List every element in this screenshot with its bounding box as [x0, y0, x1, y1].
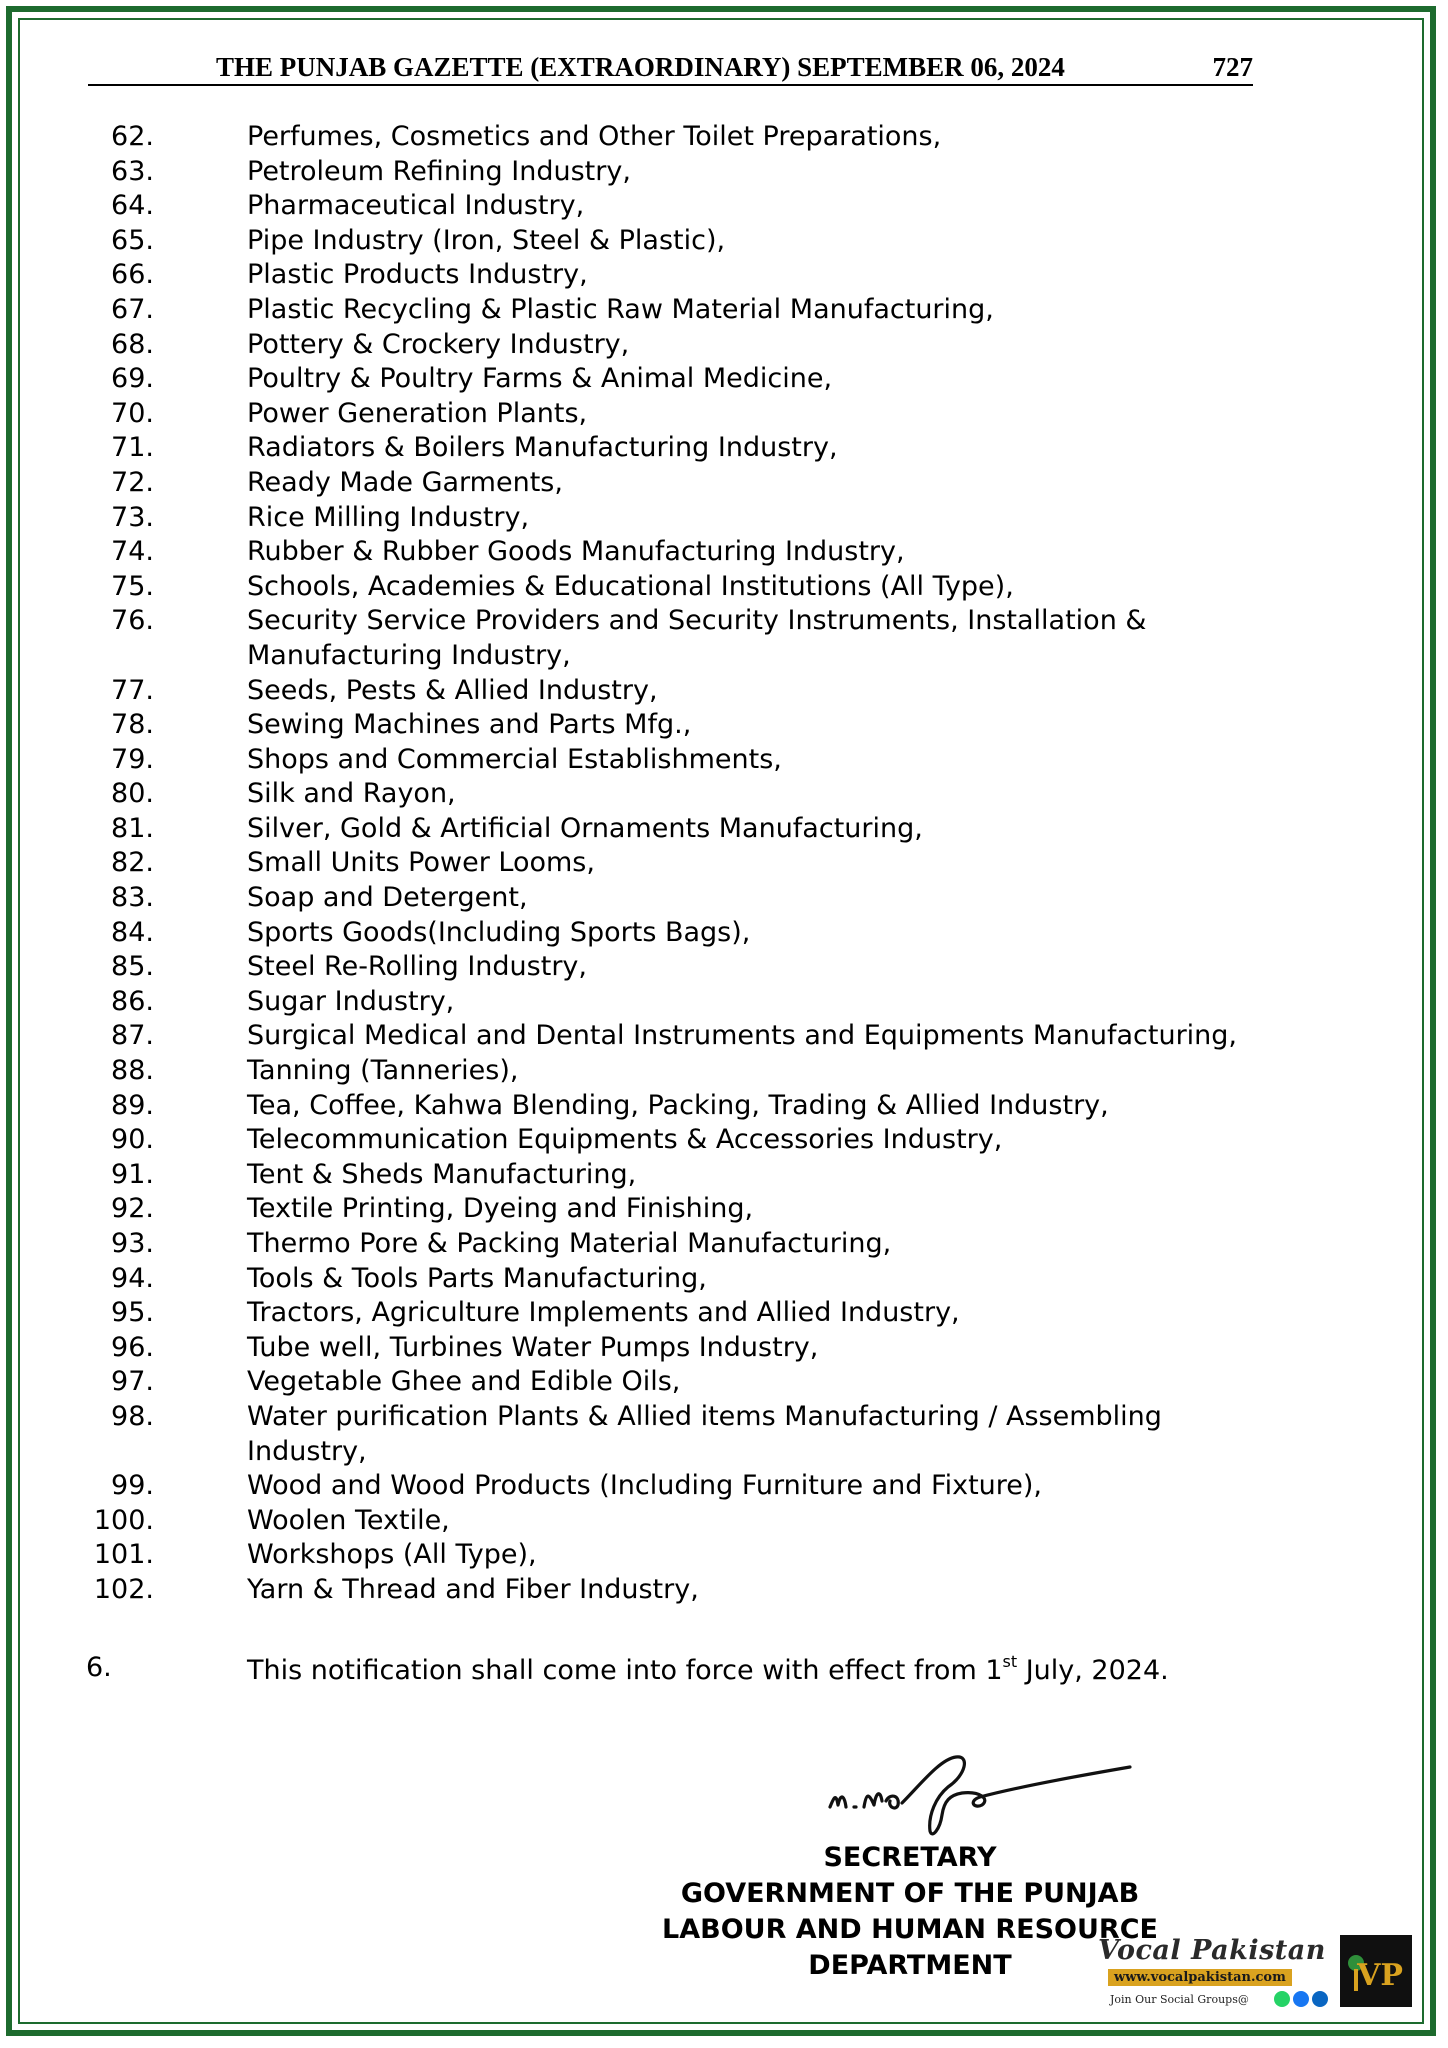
- list-item-text: Petroleum Refining Industry,: [247, 155, 631, 187]
- paragraph-text-main: This notification shall come into force with effect from 1: [247, 1655, 1003, 1686]
- paragraph-number: 6.: [86, 1652, 112, 1683]
- svg-text:VP: VP: [1357, 1958, 1403, 1993]
- list-item: [0, 1227, 1448, 1262]
- list-item-number: 86.: [111, 985, 154, 1017]
- list-item-text: Telecommunication Equipments & Accessories Industry,: [247, 1124, 1003, 1156]
- list-item-text: Yarn & Thread and Fiber Industry,: [247, 1573, 699, 1605]
- watermark-title: Vocal Pakistan: [1098, 1935, 1326, 1966]
- list-item-text: Seeds, Pests & Allied Industry,: [247, 674, 658, 706]
- handwritten-signature: [820, 1745, 1140, 1840]
- list-item: [0, 1019, 1448, 1054]
- list-item-number: 81.: [111, 812, 154, 844]
- vocal-pakistan-logo: [1340, 1935, 1412, 2007]
- list-item-number: 71.: [111, 432, 154, 464]
- list-item-number: 98.: [111, 1400, 154, 1432]
- list-item: [0, 743, 1448, 778]
- linkedin-icon: [1312, 1991, 1328, 2007]
- list-item-number: 85.: [111, 951, 154, 983]
- list-item-text: Poultry & Poultry Farms & Animal Medicine,: [247, 363, 833, 395]
- gazette-title: THE PUNJAB GAZETTE (EXTRAORDINARY) SEPTEMBER 06, 2024: [216, 52, 1065, 82]
- list-item-number: 72.: [111, 466, 154, 498]
- list-item-number: 89.: [111, 1089, 154, 1121]
- list-item-number: 91.: [111, 1158, 154, 1190]
- list-item-text: Security Service Providers and Security Instruments, Installation & Manufacturing Industry,: [247, 605, 1147, 671]
- list-item: [0, 258, 1448, 293]
- list-item: [0, 535, 1448, 570]
- list-item: [0, 1469, 1448, 1504]
- list-item-text: Sports Goods(Including Sports Bags),: [247, 916, 751, 948]
- list-item-number: 83.: [111, 882, 154, 914]
- list-item-text: Workshops (All Type),: [247, 1539, 537, 1571]
- list-item-text: Perfumes, Cosmetics and Other Toilet Preparations,: [247, 121, 942, 152]
- list-item: [0, 1192, 1448, 1227]
- list-item: [0, 1400, 1448, 1469]
- list-item-text: Steel Re-Rolling Industry,: [247, 951, 587, 983]
- list-item-text: Pharmaceutical Industry,: [247, 190, 585, 222]
- list-item-text: Rubber & Rubber Goods Manufacturing Industry,: [247, 536, 905, 568]
- list-item: [0, 1123, 1448, 1158]
- list-item: [0, 501, 1448, 536]
- list-item-text: Soap and Detergent,: [247, 882, 528, 914]
- industry-list: [0, 120, 1448, 1608]
- list-item: [0, 224, 1448, 259]
- list-item: [0, 950, 1448, 985]
- list-item-number: 97.: [111, 1366, 154, 1398]
- list-item: [0, 431, 1448, 466]
- list-item-number: 88.: [111, 1055, 154, 1087]
- list-item: [0, 1504, 1448, 1539]
- list-item: [0, 1089, 1448, 1124]
- list-item: [0, 708, 1448, 743]
- list-item-number: 84.: [111, 916, 154, 948]
- list-item-number: 101.: [93, 1539, 154, 1571]
- list-item-text: Tea, Coffee, Kahwa Blending, Packing, Trading & Allied Industry,: [247, 1089, 1109, 1121]
- whatsapp-icon: [1274, 1991, 1290, 2007]
- list-item-number: 63.: [111, 155, 154, 187]
- list-item: [0, 397, 1448, 432]
- list-item: [0, 1054, 1448, 1089]
- list-item-number: 77.: [111, 674, 154, 706]
- list-item-number: 62.: [111, 121, 154, 152]
- list-item-text: Thermo Pore & Packing Material Manufacturing,: [247, 1228, 892, 1259]
- list-item-text: Water purification Plants & Allied items Manufacturing / Assembling Industry,: [247, 1400, 1162, 1467]
- signatory-line: DEPARTMENT: [808, 1950, 1012, 1981]
- list-item-text: Sewing Machines and Parts Mfg.,: [247, 709, 692, 741]
- list-item-text: Plastic Recycling & Plastic Raw Material Manufacturing,: [247, 293, 994, 325]
- list-item: [0, 1158, 1448, 1193]
- list-item-number: 73.: [111, 501, 154, 533]
- list-item: [0, 1538, 1448, 1573]
- gazette-header: [88, 52, 1253, 86]
- list-item: [0, 328, 1448, 363]
- signatory-line: GOVERNMENT OF THE PUNJAB: [680, 1878, 1140, 1909]
- list-item-number: 95.: [111, 1297, 154, 1329]
- list-item-number: 99.: [111, 1470, 154, 1502]
- list-item-number: 78.: [111, 709, 154, 741]
- list-item-number: 75.: [111, 570, 154, 602]
- list-item-number: 76.: [111, 605, 154, 637]
- list-item-number: 102.: [93, 1573, 154, 1605]
- list-item-text: Tools & Tools Parts Manufacturing,: [247, 1262, 707, 1294]
- list-item-number: 66.: [111, 259, 154, 291]
- list-item-number: 70.: [111, 397, 154, 429]
- signatory-line: SECRETARY: [823, 1842, 997, 1873]
- list-item-text: Pipe Industry (Iron, Steel & Plastic),: [247, 224, 726, 256]
- list-item-text: Woolen Textile,: [247, 1504, 450, 1536]
- list-item-number: 82.: [111, 847, 154, 879]
- vocal-pakistan-watermark: [1090, 1935, 1426, 2020]
- list-item-text: Power Generation Plants,: [247, 397, 588, 429]
- page-number: 727: [1212, 52, 1253, 82]
- list-item-text: Silver, Gold & Artificial Ornaments Manufacturing,: [247, 812, 923, 844]
- list-item-number: 74.: [111, 536, 154, 568]
- facebook-icon: [1293, 1991, 1309, 2007]
- list-item-number: 79.: [111, 743, 154, 775]
- list-item-number: 67.: [111, 293, 154, 325]
- list-item-number: 90.: [111, 1124, 154, 1156]
- list-item: [0, 985, 1448, 1020]
- list-item: [0, 1573, 1448, 1608]
- list-item-text: Plastic Products Industry,: [247, 259, 588, 291]
- list-item-text: Radiators & Boilers Manufacturing Industry,: [247, 432, 838, 464]
- list-item: [0, 1365, 1448, 1400]
- paragraph-text-end: July, 2024.: [1017, 1655, 1169, 1686]
- list-item-text: Shops and Commercial Establishments,: [247, 743, 782, 775]
- list-item-number: 96.: [111, 1331, 154, 1363]
- list-item: [0, 881, 1448, 916]
- watermark-join-text: Join Our Social Groups@: [1110, 1993, 1249, 2006]
- list-item: [0, 604, 1448, 673]
- list-item-text: Silk and Rayon,: [247, 778, 456, 810]
- list-item-text: Tent & Sheds Manufacturing,: [247, 1158, 637, 1190]
- list-item-text: Tanning (Tanneries),: [247, 1055, 519, 1087]
- signatory-line: LABOUR AND HUMAN RESOURCE: [662, 1914, 1158, 1945]
- list-item: [0, 674, 1448, 709]
- list-item-text: Schools, Academies & Educational Institutions (All Type),: [247, 570, 1014, 602]
- list-item-number: 94.: [111, 1262, 154, 1294]
- list-item: [0, 293, 1448, 328]
- list-item-text: Rice Milling Industry,: [247, 501, 530, 533]
- list-item-text: Textile Printing, Dyeing and Finishing,: [247, 1193, 754, 1225]
- watermark-url: www.vocalpakistan.com: [1108, 1969, 1292, 1986]
- list-item-number: 69.: [111, 363, 154, 395]
- list-item-text: Small Units Power Looms,: [247, 847, 595, 879]
- list-item-text: Pottery & Crockery Industry,: [247, 328, 630, 360]
- list-item-text: Tube well, Turbines Water Pumps Industry,: [247, 1331, 819, 1363]
- list-item: [0, 846, 1448, 881]
- list-item: [0, 1262, 1448, 1297]
- list-item: [0, 570, 1448, 605]
- list-item-text: Sugar Industry,: [247, 985, 455, 1017]
- list-item-number: 65.: [111, 224, 154, 256]
- list-item-number: 100.: [93, 1504, 154, 1536]
- list-item-text: Wood and Wood Products (Including Furniture and Fixture),: [247, 1470, 1042, 1502]
- list-item: [0, 1296, 1448, 1331]
- list-item-number: 87.: [111, 1020, 154, 1052]
- paragraph-superscript: st: [1002, 1652, 1018, 1671]
- list-item: [0, 189, 1448, 224]
- list-item-number: 80.: [111, 778, 154, 810]
- list-item-number: 93.: [111, 1228, 154, 1259]
- paragraph-text: [247, 1652, 1169, 1686]
- list-item: [0, 362, 1448, 397]
- list-item: [0, 916, 1448, 951]
- list-item: [0, 777, 1448, 812]
- list-item: [0, 120, 1448, 155]
- social-icons: [1274, 1991, 1328, 2007]
- list-item-text: Vegetable Ghee and Edible Oils,: [247, 1366, 681, 1398]
- list-item: [0, 1331, 1448, 1366]
- list-item: [0, 155, 1448, 190]
- list-item-number: 92.: [111, 1193, 154, 1225]
- list-item-number: 64.: [111, 190, 154, 222]
- list-item: [0, 812, 1448, 847]
- list-item-text: Ready Made Garments,: [247, 466, 563, 498]
- list-item: [0, 466, 1448, 501]
- list-item-text: Surgical Medical and Dental Instruments and Equipments Manufacturing,: [247, 1020, 1238, 1052]
- list-item-text: Tractors, Agriculture Implements and Allied Industry,: [247, 1297, 960, 1329]
- list-item-number: 68.: [111, 328, 154, 360]
